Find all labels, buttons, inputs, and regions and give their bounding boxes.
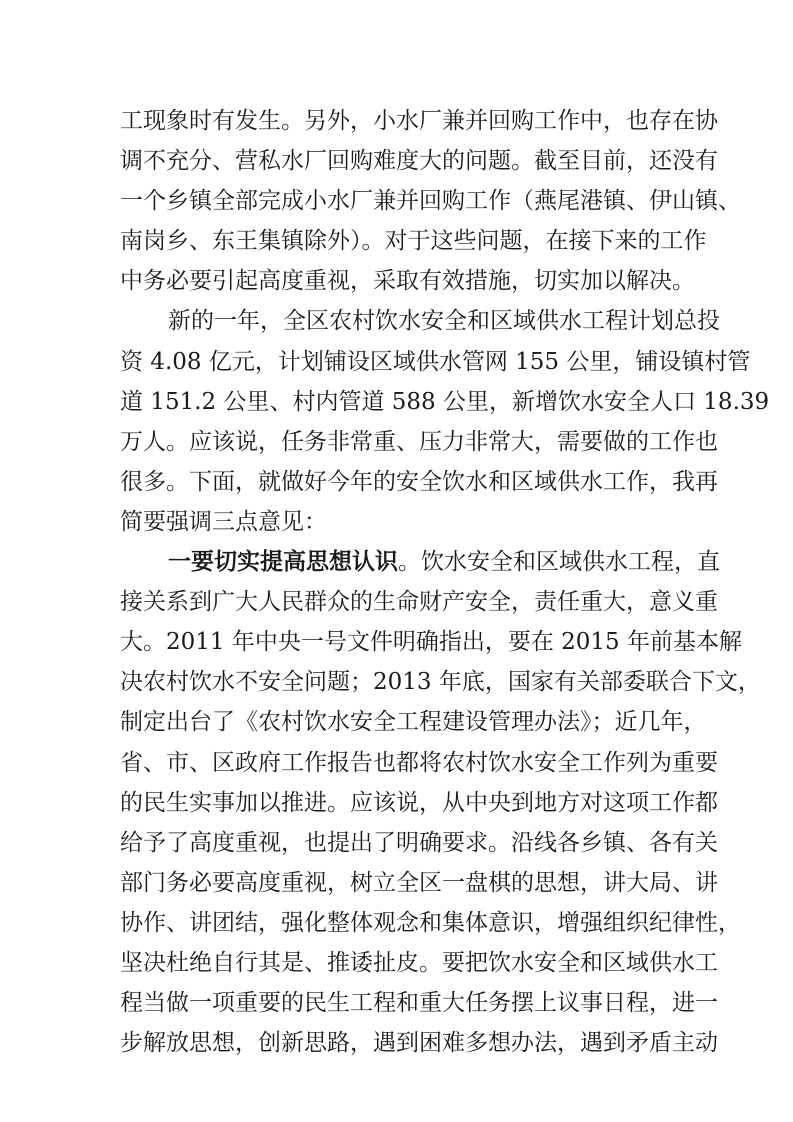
text-line [120, 542, 720, 582]
text-line: 大。2011 年中央一号文件明确指出，要在 2015 年前基本解 [120, 629, 742, 656]
text-line: 万人。应该说，任务非常重、压力非常大，需要做的工作也 [120, 428, 718, 455]
text-line: 协作、讲团结，强化整体观念和集体意识，增强组织纪律性， [120, 909, 741, 936]
section-heading: 一要切实提高思想认识 [168, 549, 398, 576]
text-line: 程当做一项重要的民生工程和重大任务摆上议事日程，进一 [120, 990, 718, 1017]
text-line: 调不充分、营私水厂回购难度大的问题。截至目前，还没有 [120, 148, 718, 175]
text-line: 决农村饮水不安全问题；2013 年底，国家有关部委联合下文， [120, 669, 761, 696]
text-line: 简要强调三点意见： [120, 508, 327, 535]
text-line: 接关系到广大人民群众的生命财产安全，责任重大，意义重 [120, 589, 718, 616]
text-line: 的民生实事加以推进。应该说，从中央到地方对这项工作都 [120, 789, 718, 816]
text-line: 一个乡镇全部完成小水厂兼并回购工作（燕尾港镇、伊山镇、 [120, 188, 741, 215]
text-line: 中务必要引起高度重视，采取有效措施，切实加以解决。 [120, 268, 695, 295]
text-line: 新的一年，全区农村饮水安全和区域供水工程计划总投 [168, 308, 720, 335]
paragraph-point-one [120, 542, 761, 1063]
text-line: 道 151.2 公里、村内管道 588 公里，新增饮水安全人口 18.39 [120, 388, 770, 415]
text-line: 很多。下面，就做好今年的安全饮水和区域供水工作，我再 [120, 468, 718, 495]
text-line: 南岗乡、东王集镇除外）。对于这些问题，在接下来的工作 [120, 228, 707, 255]
text-line: 资 4.08 亿元，计划铺设区域供水管网 155 公里，铺设镇村管 [120, 348, 751, 375]
document-page [120, 101, 770, 1063]
text-line: 制定出台了《农村饮水安全工程建设管理办法》；近几年， [120, 709, 707, 736]
text-line: 部门务必要高度重视，树立全区一盘棋的思想，讲大局、讲 [120, 869, 718, 896]
paragraph-new-year-plan [120, 301, 770, 542]
text-line: 坚决杜绝自行其是、推诿扯皮。要把饮水安全和区域供水工 [120, 949, 718, 976]
text-line: 步解放思想，创新思路，遇到困难多想办法，遇到矛盾主动 [120, 1030, 718, 1057]
text-line: 省、市、区政府工作报告也都将农村饮水安全工作列为重要 [120, 749, 718, 776]
text-line: 给予了高度重视，也提出了明确要求。沿线各乡镇、各有关 [120, 829, 718, 856]
heading-continuation: 。饮水安全和区域供水工程，直 [398, 549, 720, 576]
paragraph-problems [120, 101, 741, 301]
text-line: 工现象时有发生。另外，小水厂兼并回购工作中，也存在协 [120, 108, 718, 134]
